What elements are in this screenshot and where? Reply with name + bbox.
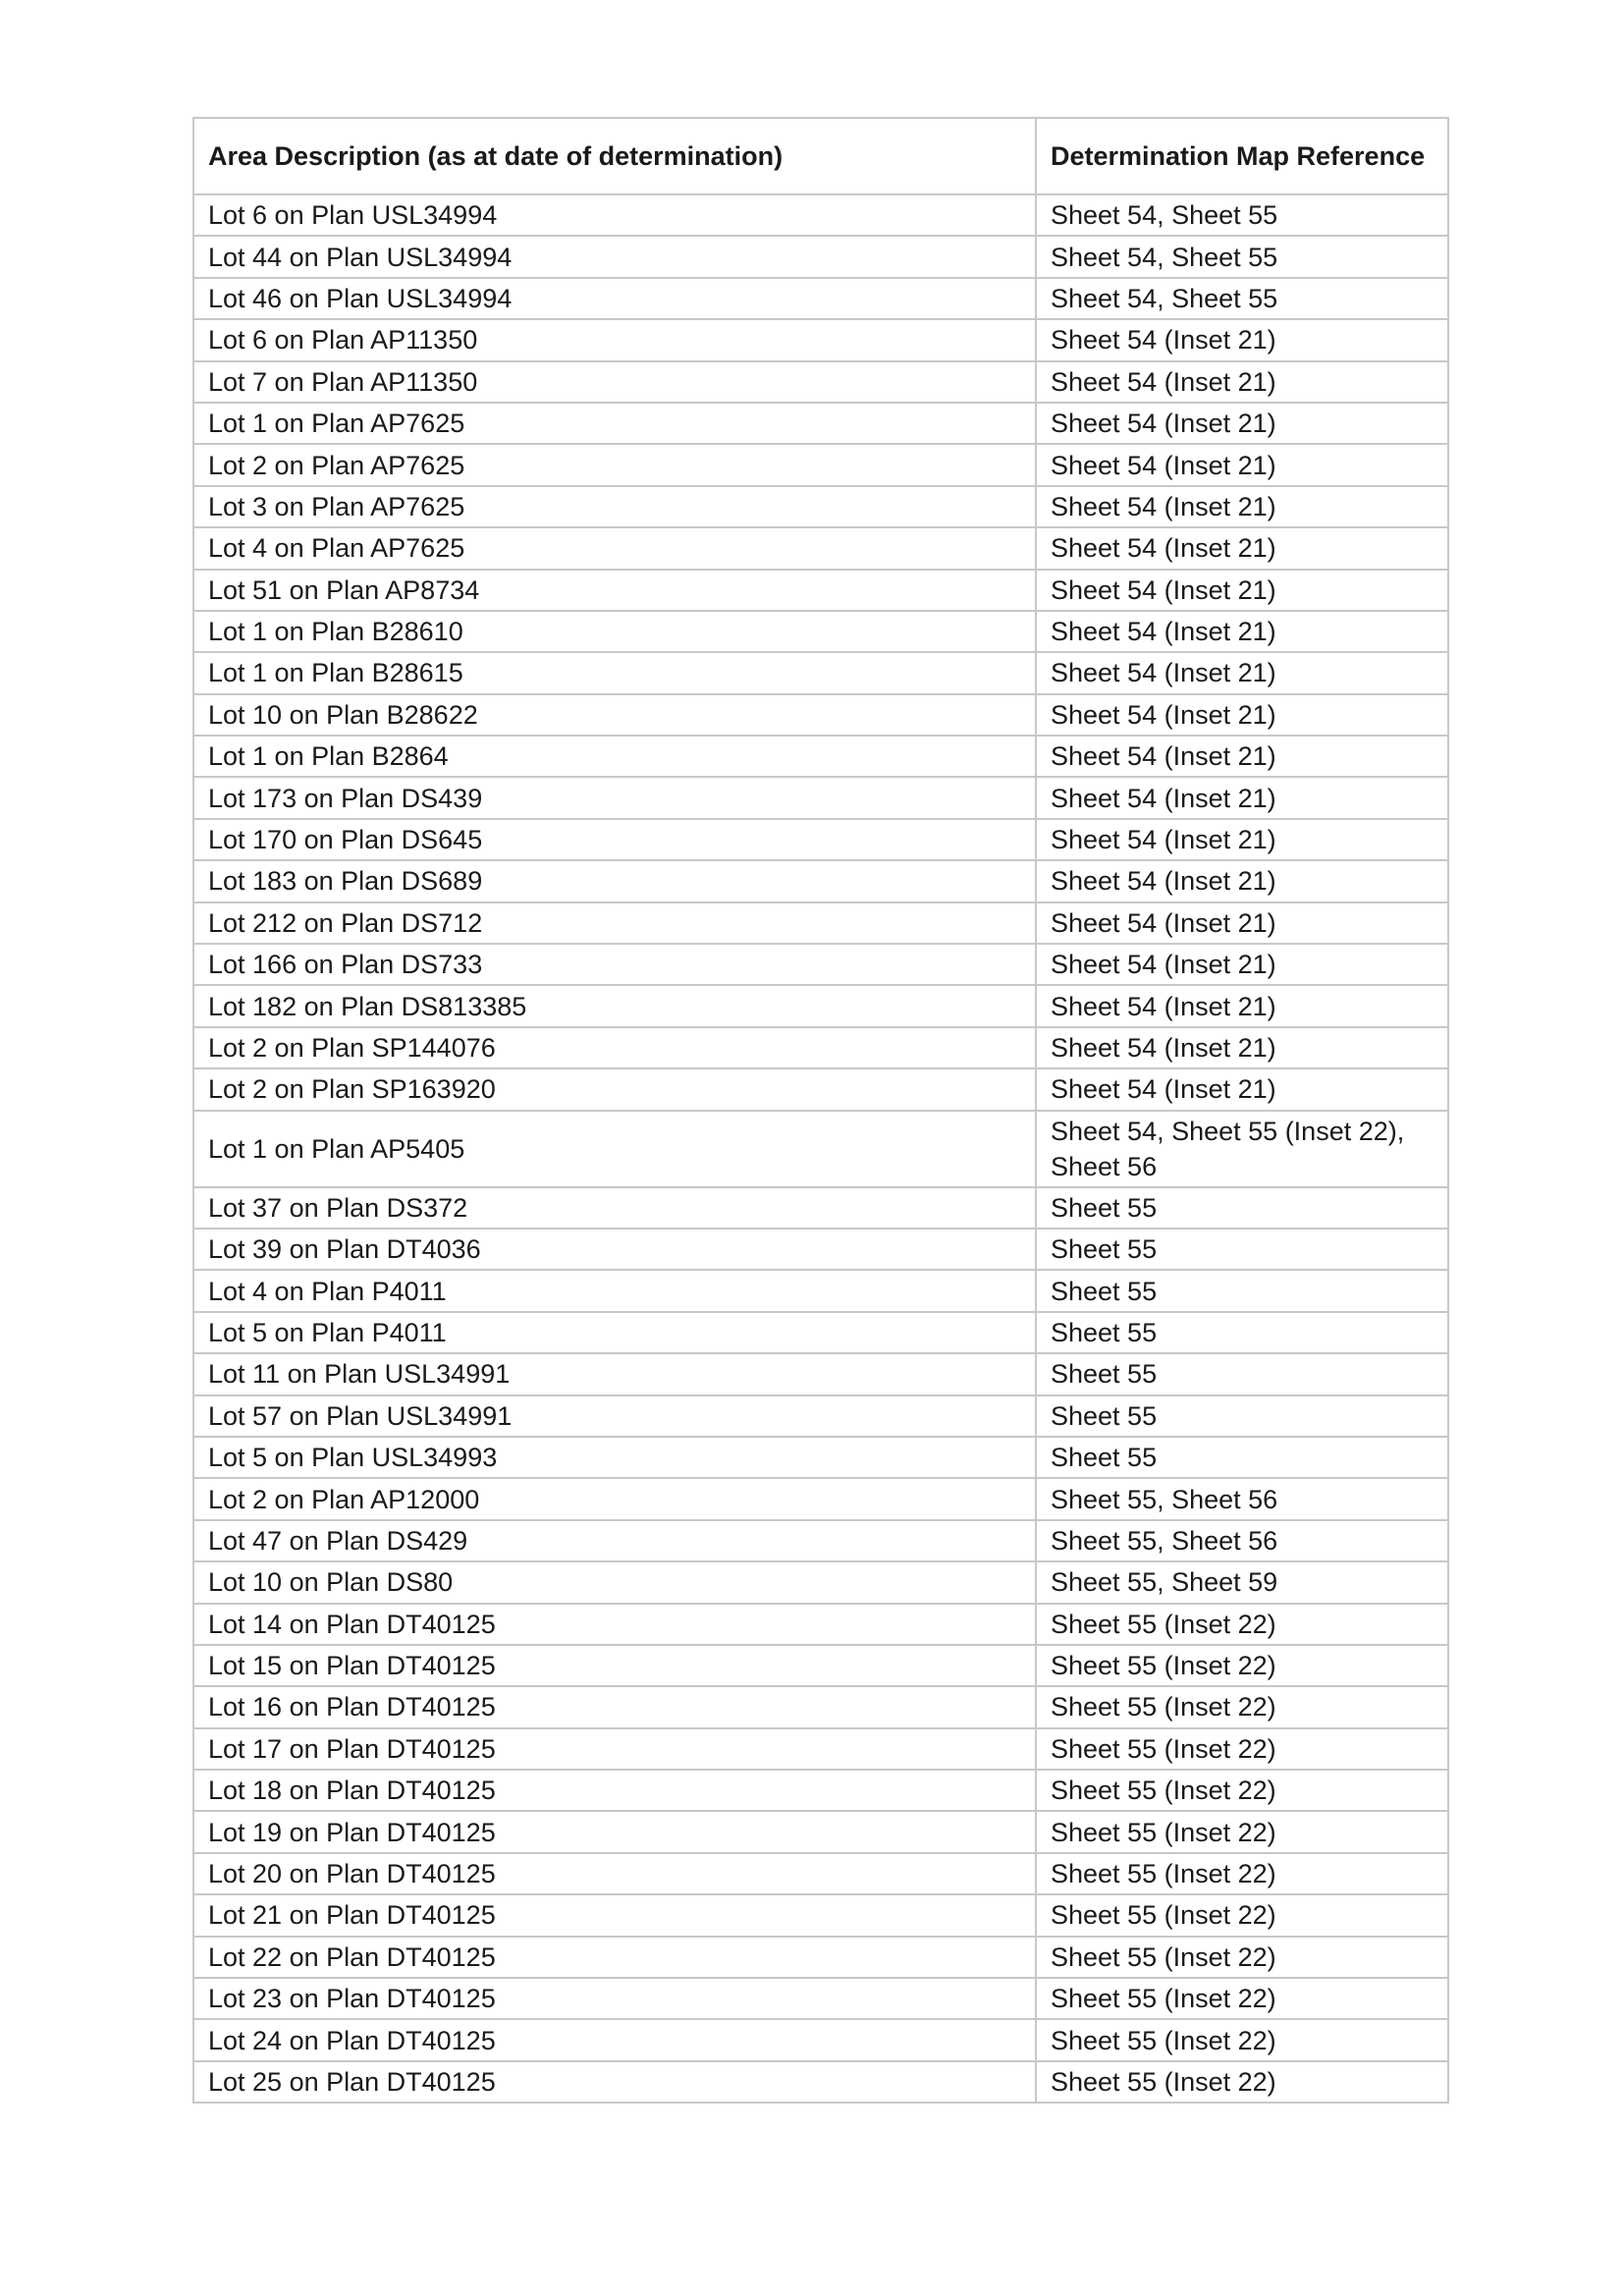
table-row [193,1937,1448,1978]
header-area-description: Area Description (as at date of determination) [193,118,1036,194]
map-reference-cell: Sheet 54 (Inset 21) [1036,860,1448,902]
area-description-cell: Lot 5 on Plan USL34993 [193,1437,1036,1478]
table-row [193,611,1448,652]
area-description-cell: Lot 2 on Plan AP12000 [193,1478,1036,1519]
map-reference-cell: Sheet 54, Sheet 55 [1036,236,1448,277]
area-description-cell: Lot 37 on Plan DS372 [193,1187,1036,1229]
area-description-cell: Lot 170 on Plan DS645 [193,819,1036,860]
area-description-cell: Lot 1 on Plan B2864 [193,736,1036,777]
table-row [193,1853,1448,1894]
map-reference-cell: Sheet 54 (Inset 21) [1036,403,1448,444]
table-row [193,1978,1448,2019]
area-description-cell: Lot 20 on Plan DT40125 [193,1853,1036,1894]
table-row [193,1187,1448,1229]
table-row [193,2061,1448,2103]
table-row [193,1686,1448,1727]
table-row [193,1894,1448,1936]
map-reference-cell: Sheet 54 (Inset 21) [1036,486,1448,527]
map-reference-cell: Sheet 54 (Inset 21) [1036,611,1448,652]
map-reference-cell: Sheet 54 (Inset 21) [1036,944,1448,985]
area-description-cell: Lot 46 on Plan USL34994 [193,278,1036,319]
table-row [193,860,1448,902]
table-row [193,694,1448,736]
area-description-cell: Lot 4 on Plan P4011 [193,1270,1036,1311]
area-description-cell: Lot 10 on Plan DS80 [193,1561,1036,1603]
area-description-cell: Lot 182 on Plan DS813385 [193,985,1036,1026]
area-description-cell: Lot 11 on Plan USL34991 [193,1353,1036,1394]
map-reference-cell: Sheet 55 [1036,1270,1448,1311]
map-reference-cell: Sheet 54 (Inset 21) [1036,777,1448,818]
area-description-cell: Lot 2 on Plan AP7625 [193,444,1036,485]
area-description-cell: Lot 4 on Plan AP7625 [193,527,1036,569]
map-reference-cell: Sheet 55 (Inset 22) [1036,1686,1448,1727]
area-description-cell: Lot 1 on Plan B28610 [193,611,1036,652]
area-description-cell: Lot 23 on Plan DT40125 [193,1978,1036,2019]
map-reference-cell: Sheet 54 (Inset 21) [1036,1068,1448,1110]
area-description-cell: Lot 173 on Plan DS439 [193,777,1036,818]
area-description-cell: Lot 10 on Plan B28622 [193,694,1036,736]
area-description-cell: Lot 183 on Plan DS689 [193,860,1036,902]
map-reference-cell: Sheet 55 (Inset 22) [1036,1811,1448,1852]
map-reference-cell: Sheet 55 [1036,1353,1448,1394]
map-reference-cell: Sheet 54, Sheet 55 [1036,278,1448,319]
map-reference-cell: Sheet 54 (Inset 21) [1036,694,1448,736]
table-row [193,1645,1448,1686]
header-map-reference: Determination Map Reference [1036,118,1448,194]
table-row [193,444,1448,485]
map-reference-cell: Sheet 55 (Inset 22) [1036,1853,1448,1894]
area-description-cell: Lot 166 on Plan DS733 [193,944,1036,985]
map-reference-cell: Sheet 54 (Inset 21) [1036,652,1448,693]
map-reference-cell: Sheet 55 (Inset 22) [1036,1770,1448,1811]
table-row [193,777,1448,818]
area-description-cell: Lot 1 on Plan AP5405 [193,1111,1036,1187]
area-description-cell: Lot 44 on Plan USL34994 [193,236,1036,277]
area-description-cell: Lot 3 on Plan AP7625 [193,486,1036,527]
area-description-cell: Lot 1 on Plan B28615 [193,652,1036,693]
map-reference-cell: Sheet 55 (Inset 22) [1036,1937,1448,1978]
map-reference-cell: Sheet 54, Sheet 55 [1036,194,1448,236]
area-description-cell: Lot 22 on Plan DT40125 [193,1937,1036,1978]
area-description-cell: Lot 2 on Plan SP163920 [193,1068,1036,1110]
table-row [193,1811,1448,1852]
table-row [193,1437,1448,1478]
area-description-cell: Lot 6 on Plan AP11350 [193,319,1036,360]
map-reference-cell: Sheet 54 (Inset 21) [1036,319,1448,360]
map-reference-cell: Sheet 55 (Inset 22) [1036,2019,1448,2060]
table-row [193,1111,1448,1187]
map-reference-cell: Sheet 55 [1036,1187,1448,1229]
map-reference-cell: Sheet 55 [1036,1229,1448,1270]
map-reference-cell: Sheet 55 [1036,1312,1448,1353]
map-reference-cell: Sheet 55 (Inset 22) [1036,1645,1448,1686]
map-reference-cell: Sheet 54, Sheet 55 (Inset 22), Sheet 56 [1036,1111,1448,1187]
area-description-cell: Lot 1 on Plan AP7625 [193,403,1036,444]
table-row [193,1229,1448,1270]
area-description-cell: Lot 212 on Plan DS712 [193,902,1036,944]
map-reference-cell: Sheet 54 (Inset 21) [1036,570,1448,611]
table-row [193,236,1448,277]
table-header-row [193,118,1448,194]
table-body [193,194,1448,2103]
map-reference-cell: Sheet 54 (Inset 21) [1036,527,1448,569]
table-row [193,319,1448,360]
determination-table [192,117,1449,2104]
table-row [193,1604,1448,1645]
map-reference-cell: Sheet 54 (Inset 21) [1036,1027,1448,1068]
map-reference-cell: Sheet 54 (Inset 21) [1036,444,1448,485]
area-description-cell: Lot 57 on Plan USL34991 [193,1395,1036,1437]
table-row [193,1520,1448,1561]
table-row [193,652,1448,693]
area-description-cell: Lot 2 on Plan SP144076 [193,1027,1036,1068]
area-description-cell: Lot 7 on Plan AP11350 [193,361,1036,403]
map-reference-cell: Sheet 55 (Inset 22) [1036,2061,1448,2103]
table-row [193,570,1448,611]
area-description-cell: Lot 39 on Plan DT4036 [193,1229,1036,1270]
area-description-cell: Lot 15 on Plan DT40125 [193,1645,1036,1686]
map-reference-cell: Sheet 54 (Inset 21) [1036,985,1448,1026]
map-reference-cell: Sheet 55, Sheet 59 [1036,1561,1448,1603]
table-row [193,194,1448,236]
area-description-cell: Lot 47 on Plan DS429 [193,1520,1036,1561]
table-row [193,1068,1448,1110]
table-row [193,944,1448,985]
map-reference-cell: Sheet 54 (Inset 21) [1036,736,1448,777]
table-row [193,486,1448,527]
map-reference-cell: Sheet 55 [1036,1395,1448,1437]
table-row [193,1561,1448,1603]
table-row [193,403,1448,444]
table-row [193,1270,1448,1311]
map-reference-cell: Sheet 55 (Inset 22) [1036,1604,1448,1645]
table-row [193,1395,1448,1437]
table-row [193,361,1448,403]
map-reference-cell: Sheet 55 (Inset 22) [1036,1728,1448,1770]
area-description-cell: Lot 6 on Plan USL34994 [193,194,1036,236]
area-description-cell: Lot 19 on Plan DT40125 [193,1811,1036,1852]
table-row [193,902,1448,944]
area-description-cell: Lot 24 on Plan DT40125 [193,2019,1036,2060]
area-description-cell: Lot 25 on Plan DT40125 [193,2061,1036,2103]
map-reference-cell: Sheet 55, Sheet 56 [1036,1520,1448,1561]
map-reference-cell: Sheet 54 (Inset 21) [1036,361,1448,403]
table-row [193,985,1448,1026]
map-reference-cell: Sheet 55 (Inset 22) [1036,1894,1448,1936]
map-reference-cell: Sheet 55 [1036,1437,1448,1478]
table-row [193,819,1448,860]
table-row [193,736,1448,777]
map-reference-cell: Sheet 55, Sheet 56 [1036,1478,1448,1519]
area-description-cell: Lot 14 on Plan DT40125 [193,1604,1036,1645]
area-description-cell: Lot 16 on Plan DT40125 [193,1686,1036,1727]
area-description-cell: Lot 21 on Plan DT40125 [193,1894,1036,1936]
area-description-cell: Lot 18 on Plan DT40125 [193,1770,1036,1811]
table-row [193,278,1448,319]
area-description-cell: Lot 5 on Plan P4011 [193,1312,1036,1353]
area-description-cell: Lot 51 on Plan AP8734 [193,570,1036,611]
table-row [193,2019,1448,2060]
map-reference-cell: Sheet 55 (Inset 22) [1036,1978,1448,2019]
table-row [193,1353,1448,1394]
area-description-cell: Lot 17 on Plan DT40125 [193,1728,1036,1770]
table-row [193,1770,1448,1811]
map-reference-cell: Sheet 54 (Inset 21) [1036,819,1448,860]
table-row [193,1478,1448,1519]
map-reference-cell: Sheet 54 (Inset 21) [1036,902,1448,944]
table-row [193,527,1448,569]
table-row [193,1728,1448,1770]
table-row [193,1312,1448,1353]
table-row [193,1027,1448,1068]
